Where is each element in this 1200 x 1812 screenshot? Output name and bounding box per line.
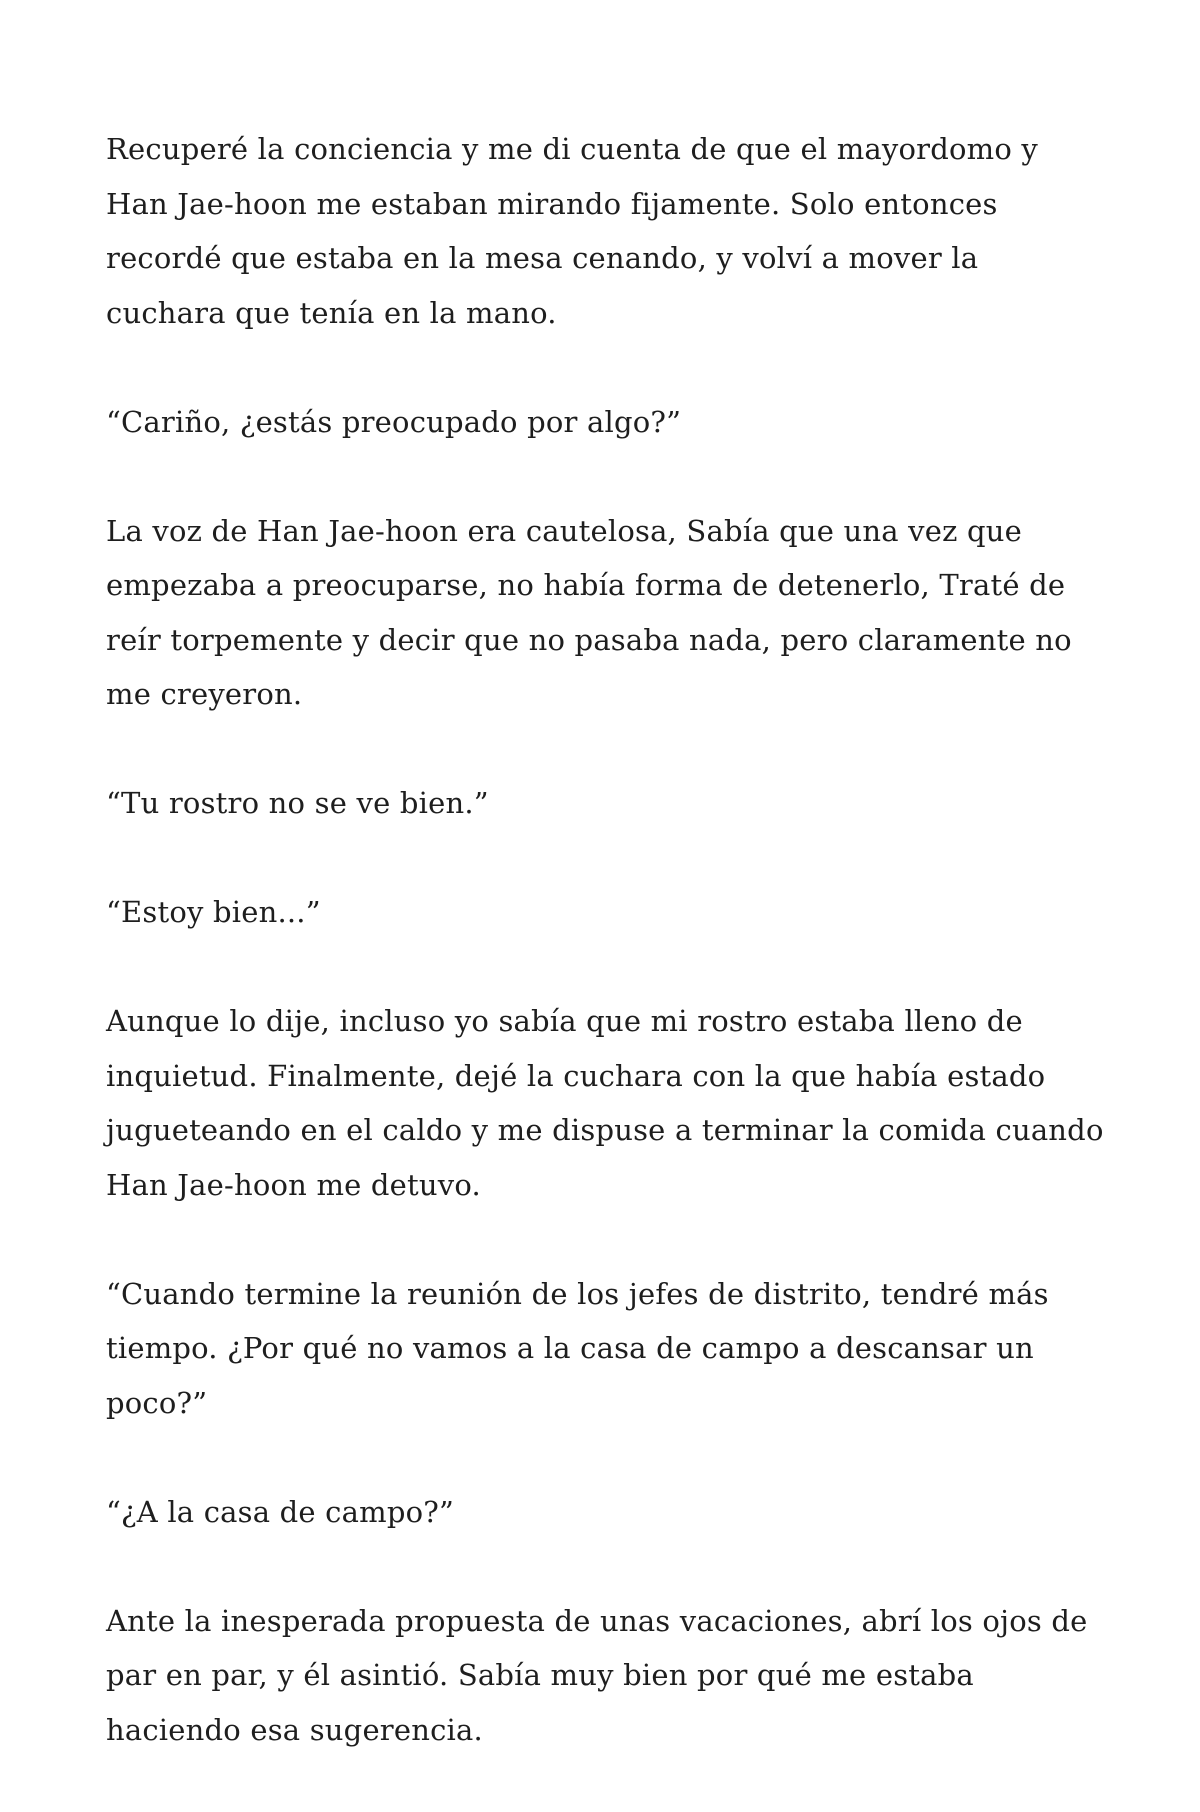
dialogue-line-2: “Tu rostro no se ve bien.”: [106, 786, 489, 820]
document-body: [106, 122, 1106, 1812]
dialogue-line-1: “Cariño, ¿estás preocupado por algo?”: [106, 404, 682, 439]
paragraph-3: Aunque lo dije, incluso yo sabía que mi rostro estaba lleno de inquietud. Finalmente, dejé la cuchara con la que había estado jugueteando en el caldo y me dispuse a terminar la comida cuando Han Jae-hoon me detuvo.: [106, 1004, 1104, 1202]
paragraph-1: Recuperé la conciencia y me di cuenta de que el mayordomo y Han Jae-hoon me estaban mirando fijamente. Solo entonces recordé que estaba en la mesa cenando, y volví a mover la cuchara que tenía en la mano.: [106, 132, 1038, 330]
dialogue-line-3: “Estoy bien...”: [106, 895, 321, 929]
paragraph-4: Ante la inesperada propuesta de unas vacaciones, abrí los ojos de par en par, y él asintió. Sabía muy bien por qué me estaba haciendo esa sugerencia.: [106, 1603, 1088, 1747]
paragraph-2: La voz de Han Jae-hoon era cautelosa, Sabía que una vez que empezaba a preocuparse, no había forma de detenerlo, Traté de reír torpemente y decir que no pasaba nada, pero claramente no me creyeron.: [106, 513, 1072, 711]
dialogue-line-5: “¿A la casa de campo?”: [106, 1494, 455, 1529]
dialogue-line-4: “Cuando termine la reunión de los jefes de distrito, tendré más tiempo. ¿Por qué no vamos a la casa de campo a descansar un poco?”: [106, 1276, 1049, 1420]
